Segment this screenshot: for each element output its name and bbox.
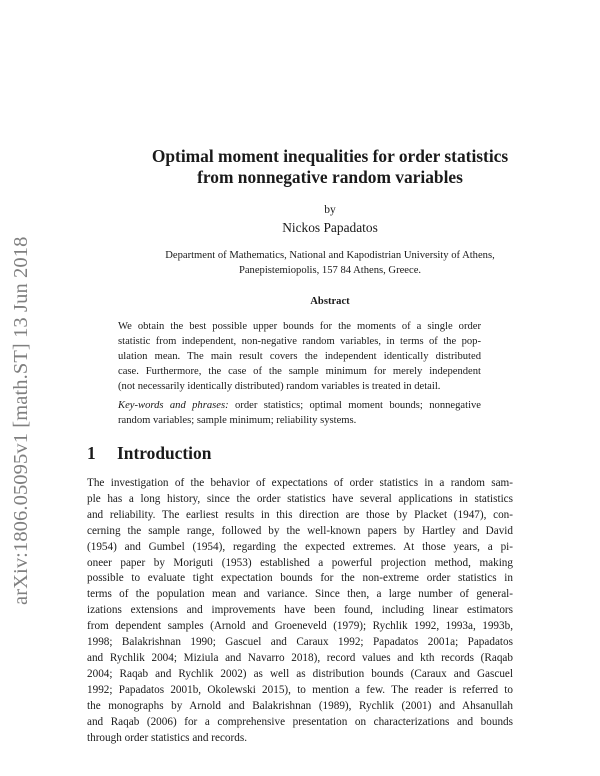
- intro-line: from dependent samples (Arnold and Groeneveld (1979); Rychlik 1992, 1993a, 1993b,: [87, 620, 513, 633]
- abstract-body: [118, 319, 481, 394]
- author-name: Nickos Papadatos: [282, 220, 378, 235]
- abstract-line: We obtain the best possible upper bounds for the moments of a single order: [118, 321, 481, 332]
- title-line: Optimal moment inequalities for order statistics: [151, 146, 509, 166]
- abstract-line: statistic from independent, non-negative random variables, in terms of the pop-: [118, 336, 481, 347]
- intro-line: 2004; Raqab and Rychlik 2002) as well as distribution bounds (Caraux and Gascuel: [87, 667, 513, 680]
- intro-line: 1992; Papadatos 2001b, Okolewski 2015), to mention a few. The reader is referred to: [87, 683, 513, 696]
- intro-line: and Raqab (2006) for a comprehensive presentation on characterizations and bounds: [87, 715, 513, 728]
- keywords-line: [118, 398, 481, 413]
- arxiv-identifier: arXiv:1806.05095v1 [math.ST] 13 Jun 2018: [10, 236, 32, 605]
- intro-line: ple has a long history, since the order statistics have several applications in statistics: [87, 492, 513, 505]
- intro-line: oneer paper by Moriguti (1953) established a powerful projection method, making: [87, 556, 513, 569]
- paper-title: [80, 146, 580, 188]
- intro-line: (1954) and Gumbel (1954), regarding the expected extremes. At those years, a pi-: [87, 540, 513, 553]
- section-heading: [87, 443, 211, 464]
- intro-line: and reliability. The earliest results in this direction are those by Placket (1947), con-: [87, 508, 513, 521]
- intro-line: cerning the sample range, followed by the well-known papers by Hartley and David: [87, 524, 513, 537]
- keywords-line: random variables; sample minimum; reliability systems.: [118, 415, 357, 426]
- title-line: from nonnegative random variables: [197, 167, 463, 187]
- intro-line: possible to evaluate tight expectation bounds for the non-extreme order statistics in: [87, 572, 513, 585]
- abstract-heading: Abstract: [310, 296, 350, 307]
- keywords-text: order statistics; optimal moment bounds; nonnegative: [235, 400, 482, 411]
- abstract-line: ulation mean. The main result covers the independent identically distributed: [118, 351, 481, 362]
- intro-line: terms of the population mean and variance. Since then, a large number of general-: [87, 588, 513, 601]
- keywords-label: Key-words and phrases:: [118, 400, 229, 411]
- affiliation: [80, 248, 580, 278]
- abstract-line: (not necessarily identically distributed) random variables is treated in detail.: [118, 381, 441, 392]
- intro-line: through order statistics and records.: [87, 731, 248, 744]
- intro-line: izations extensions and improvements have been found, including linear estimators: [87, 604, 513, 617]
- section-number: 1: [87, 443, 96, 463]
- abstract-line: case. Furthermore, the case of the sample minimum for merely independent: [118, 366, 481, 377]
- section-title: Introduction: [117, 443, 212, 463]
- affiliation-line: Panepistemiopolis, 157 84 Athens, Greece.: [238, 265, 422, 276]
- affiliation-line: Department of Mathematics, National and Kapodistrian University of Athens,: [165, 250, 495, 261]
- keywords-block: [118, 398, 481, 428]
- intro-line: the monographs by Arnold and Balakrishnan (1989), Rychlik (2001) and Ahsanullah: [87, 699, 513, 712]
- by-line: by: [324, 204, 336, 216]
- intro-line: 1998; Balakrishnan 1990; Gascuel and Caraux 1992; Papadatos 2001a; Papadatos: [87, 636, 513, 649]
- introduction-body: [87, 476, 513, 746]
- intro-line: and Rychlik 2004; Miziula and Navarro 2018), record values and kth records (Raqab: [87, 651, 513, 664]
- intro-line: The investigation of the behavior of expectations of order statistics in a random sam-: [87, 477, 513, 489]
